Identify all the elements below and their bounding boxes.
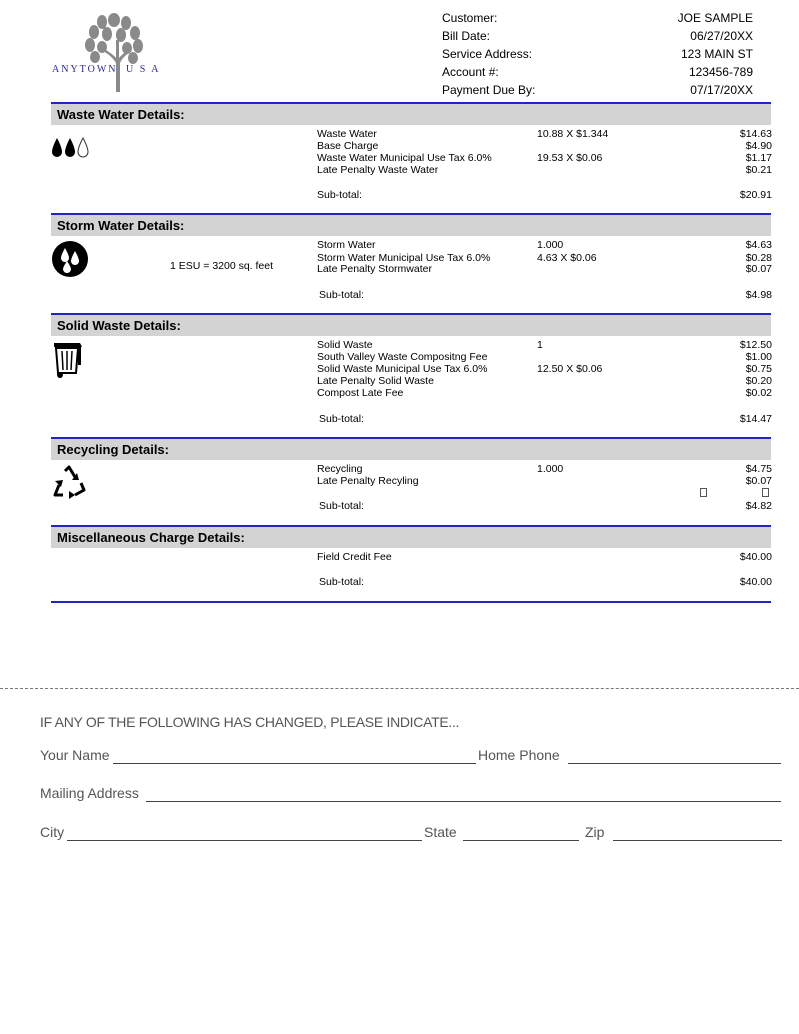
line-quantity: 1.000 [537, 239, 564, 251]
missing-glyph-icon [700, 488, 707, 497]
line-item: Late Penalty Solid Waste [317, 375, 434, 387]
account-number-value: 123456-789 [688, 65, 753, 79]
line-amount: $1.17 [745, 152, 772, 164]
mailing-address-label: Mailing Address [40, 785, 139, 801]
section-title: Waste Water Details: [57, 107, 185, 122]
subtotal-amount: $4.82 [745, 500, 772, 512]
section-title: Storm Water Details: [57, 218, 185, 233]
line-item: Late Penalty Stormwater [317, 263, 432, 275]
line-quantity: 1.000 [537, 463, 564, 475]
line-amount: $0.07 [745, 475, 772, 487]
state-label: State [424, 824, 457, 840]
line-amount: $0.75 [745, 363, 772, 375]
subtotal-label: Sub-total: [319, 289, 364, 301]
home-phone-field[interactable] [568, 763, 781, 764]
state-field[interactable] [463, 840, 579, 841]
trash-bin-icon [52, 339, 84, 379]
line-item: Waste Water Municipal Use Tax 6.0% [317, 152, 492, 164]
line-amount: $1.00 [745, 351, 772, 363]
logo-text-right: U S A [126, 64, 161, 75]
line-quantity: 4.63 X $0.06 [537, 252, 597, 264]
subtotal-amount: $20.91 [739, 189, 772, 201]
payment-due-value: 07/17/20XX [690, 83, 753, 97]
line-amount: $12.50 [739, 339, 772, 351]
line-item: Field Credit Fee [317, 551, 392, 563]
line-amount: $0.20 [745, 375, 772, 387]
line-quantity: 10.88 X $1.344 [537, 128, 609, 140]
storm-drops-icon [51, 240, 89, 278]
section-rule [51, 601, 771, 603]
section-title: Solid Waste Details: [57, 318, 181, 333]
line-amount: $40.00 [739, 551, 772, 563]
payment-due-label: Payment Due By: [442, 83, 536, 97]
line-item: Solid Waste [317, 339, 373, 351]
section-title: Recycling Details: [57, 442, 169, 457]
subtotal-label: Sub-total: [319, 413, 364, 425]
line-item: Waste Water [317, 128, 377, 140]
missing-glyph-icon [762, 488, 769, 497]
line-amount: $0.28 [745, 252, 772, 264]
line-item: South Valley Waste Compositng Fee [317, 351, 488, 363]
tree-logo-icon [50, 8, 165, 96]
form-heading: IF ANY OF THE FOLLOWING HAS CHANGED, PLEASE INDICATE... [40, 714, 460, 730]
bill-date-label: Bill Date: [442, 29, 491, 43]
home-phone-label: Home Phone [478, 747, 560, 763]
line-amount: $0.21 [745, 164, 772, 176]
logo-text-left: ANYTOWN [52, 64, 118, 75]
zip-field[interactable] [613, 840, 782, 841]
line-item: Storm Water Municipal Use Tax 6.0% [317, 252, 491, 264]
tear-off-line [0, 688, 799, 689]
company-logo [50, 8, 165, 96]
line-item: Solid Waste Municipal Use Tax 6.0% [317, 363, 488, 375]
line-item: Recycling [317, 463, 363, 475]
line-amount: $4.90 [745, 140, 772, 152]
service-address-label: Service Address: [442, 47, 533, 61]
account-number-label: Account #: [442, 65, 499, 79]
service-address-value: 123 MAIN ST [680, 47, 753, 61]
customer-value: JOE SAMPLE [677, 11, 753, 25]
esu-note: 1 ESU = 3200 sq. feet [170, 260, 274, 272]
line-item: Storm Water [317, 239, 376, 251]
city-label: City [40, 824, 65, 840]
line-quantity: 1 [537, 339, 543, 351]
line-amount: $4.75 [745, 463, 772, 475]
line-quantity: 12.50 X $0.06 [537, 363, 603, 375]
line-item: Base Charge [317, 140, 379, 152]
city-field[interactable] [67, 840, 422, 841]
customer-label: Customer: [442, 11, 498, 25]
section-title: Miscellaneous Charge Details: [57, 530, 245, 545]
line-amount: $4.63 [745, 239, 772, 251]
your-name-field[interactable] [113, 763, 476, 764]
line-item: Compost Late Fee [317, 387, 404, 399]
line-amount: $14.63 [739, 128, 772, 140]
line-amount: $0.02 [745, 387, 772, 399]
zip-label: Zip [585, 824, 605, 840]
line-quantity: 19.53 X $0.06 [537, 152, 603, 164]
water-drops-icon [51, 136, 93, 162]
line-item: Late Penalty Waste Water [317, 164, 439, 176]
subtotal-label: Sub-total: [317, 189, 362, 201]
subtotal-amount: $14.47 [739, 413, 772, 425]
subtotal-label: Sub-total: [319, 576, 364, 588]
subtotal-amount: $4.98 [745, 289, 772, 301]
recycle-icon [51, 465, 87, 499]
bill-date-value: 06/27/20XX [690, 29, 753, 43]
subtotal-label: Sub-total: [319, 500, 364, 512]
line-amount: $0.07 [745, 263, 772, 275]
your-name-label: Your Name [40, 747, 110, 763]
line-item: Late Penalty Recyling [317, 475, 419, 487]
subtotal-amount: $40.00 [739, 576, 772, 588]
mailing-address-field[interactable] [146, 801, 781, 802]
